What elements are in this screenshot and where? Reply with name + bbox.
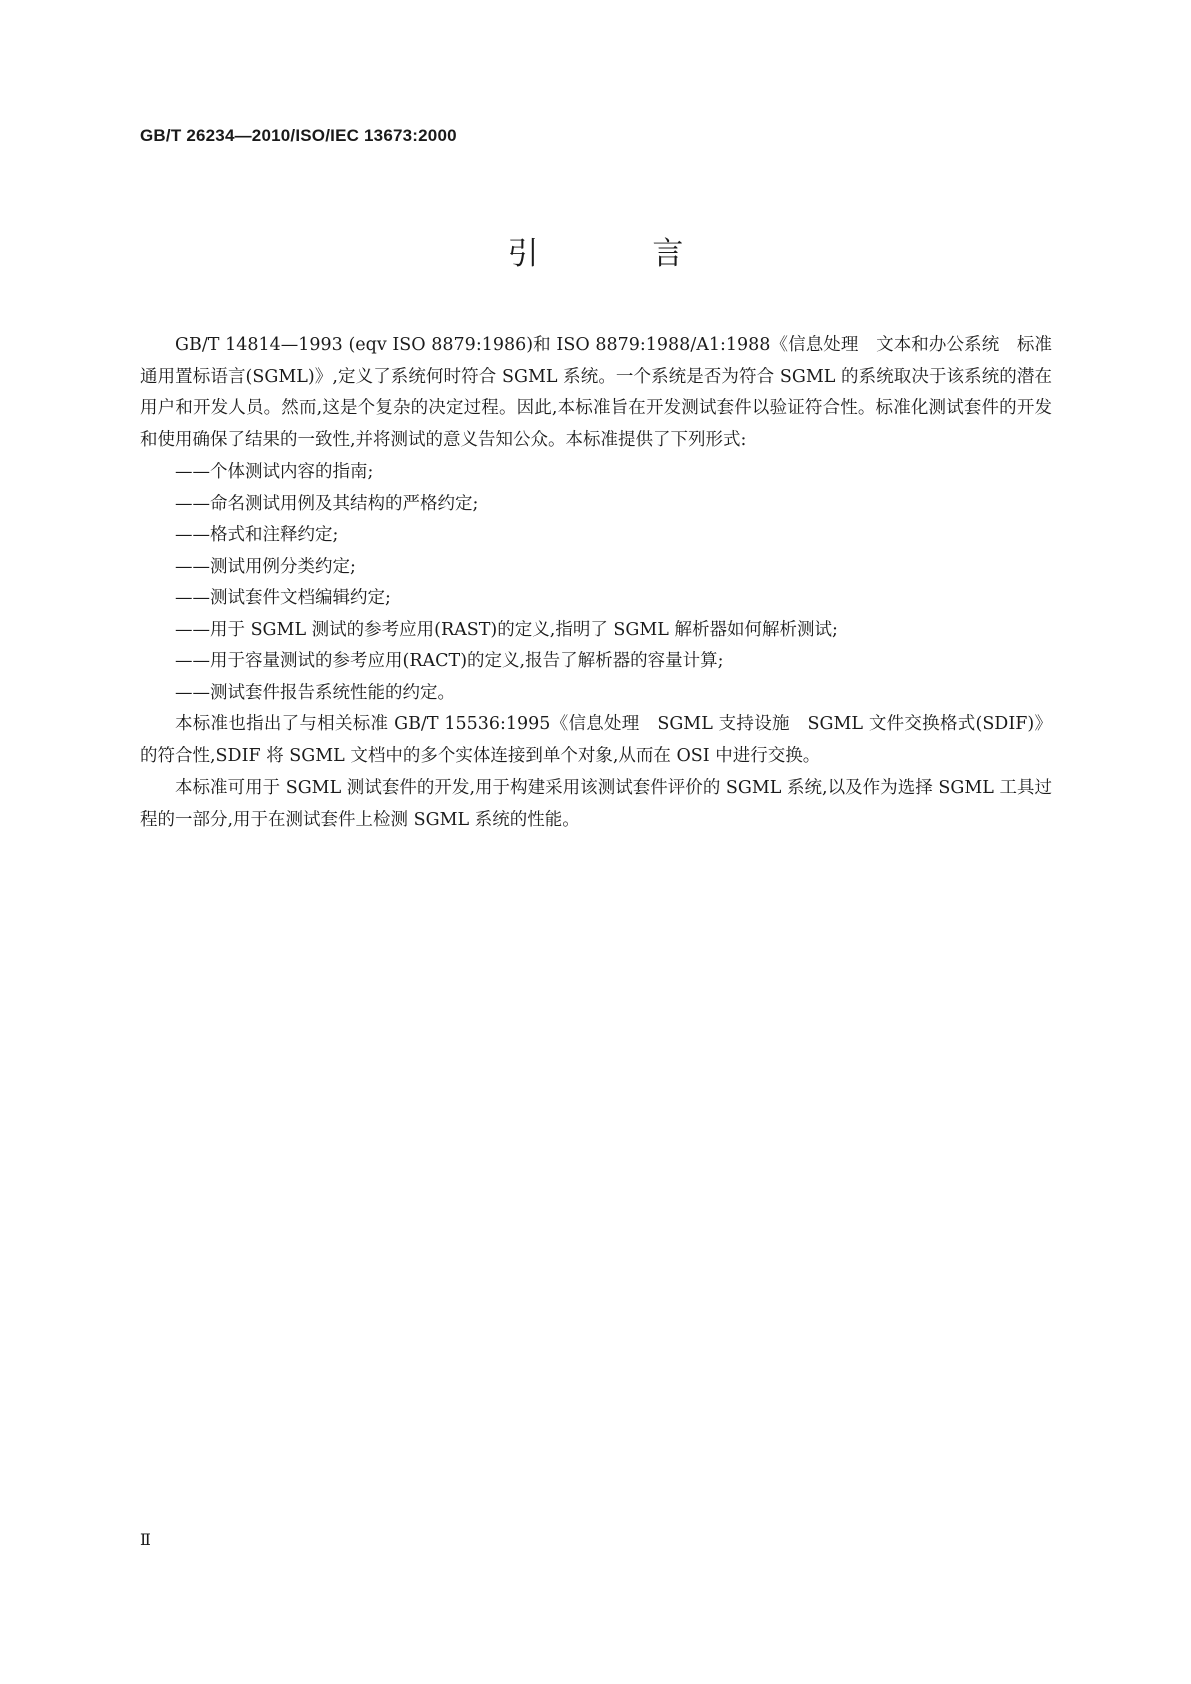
page-title: 引 言: [507, 236, 736, 272]
standard-number-header: GB/T 26234—2010/ISO/IEC 13673:2000: [140, 126, 457, 145]
list-item: ——测试套件文档编辑约定;: [175, 588, 391, 608]
document-body: [140, 330, 1052, 837]
list-item: ——用于容量测试的参考应用(RACT)的定义,报告了解析器的容量计算;: [175, 651, 724, 671]
intro-paragraph: GB/T 14814—1993 (eqv ISO 8879:1986)和 ISO 8879:1988/A1:1988《信息处理 文本和办公系统 标准通用置标语言(SGML)》,定义了系统何时符合 SGML 系统。一个系统是否为符合 SGML 的系统取决于该系统的潜在用户和开发人员。然而,这是个复杂的决定过程。因此,本标准旨在开发测试套件以验证符合性。标准化测试套件的开发和使用确保了结果的一致性,并将测试的意义告知公众。本标准提供了下列形式:: [140, 335, 1052, 450]
sdif-paragraph: 本标准也指出了与相关标准 GB/T 15536:1995《信息处理 SGML 支持设施 SGML 文件交换格式(SDIF)》的符合性,SDIF 将 SGML 文档中的多个实体连接到单个对象,从而在 OSI 中进行交换。: [140, 714, 1052, 766]
list-item: ——命名测试用例及其结构的严格约定;: [175, 493, 479, 514]
usage-paragraph: 本标准可用于 SGML 测试套件的开发,用于构建采用该测试套件评价的 SGML 系统,以及作为选择 SGML 工具过程的一部分,用于在测试套件上检测 SGML 系统的性能。: [140, 778, 1052, 830]
list-item: ——测试套件报告系统性能的约定。: [175, 682, 455, 703]
list-item: ——测试用例分类约定;: [175, 556, 356, 577]
page-number: Ⅱ: [140, 1530, 151, 1549]
list-item: ——个体测试内容的指南;: [175, 462, 374, 482]
list-item: ——用于 SGML 测试的参考应用(RAST)的定义,指明了 SGML 解析器如何解析测试;: [175, 619, 838, 640]
list-item: ——格式和注释约定;: [175, 525, 339, 545]
